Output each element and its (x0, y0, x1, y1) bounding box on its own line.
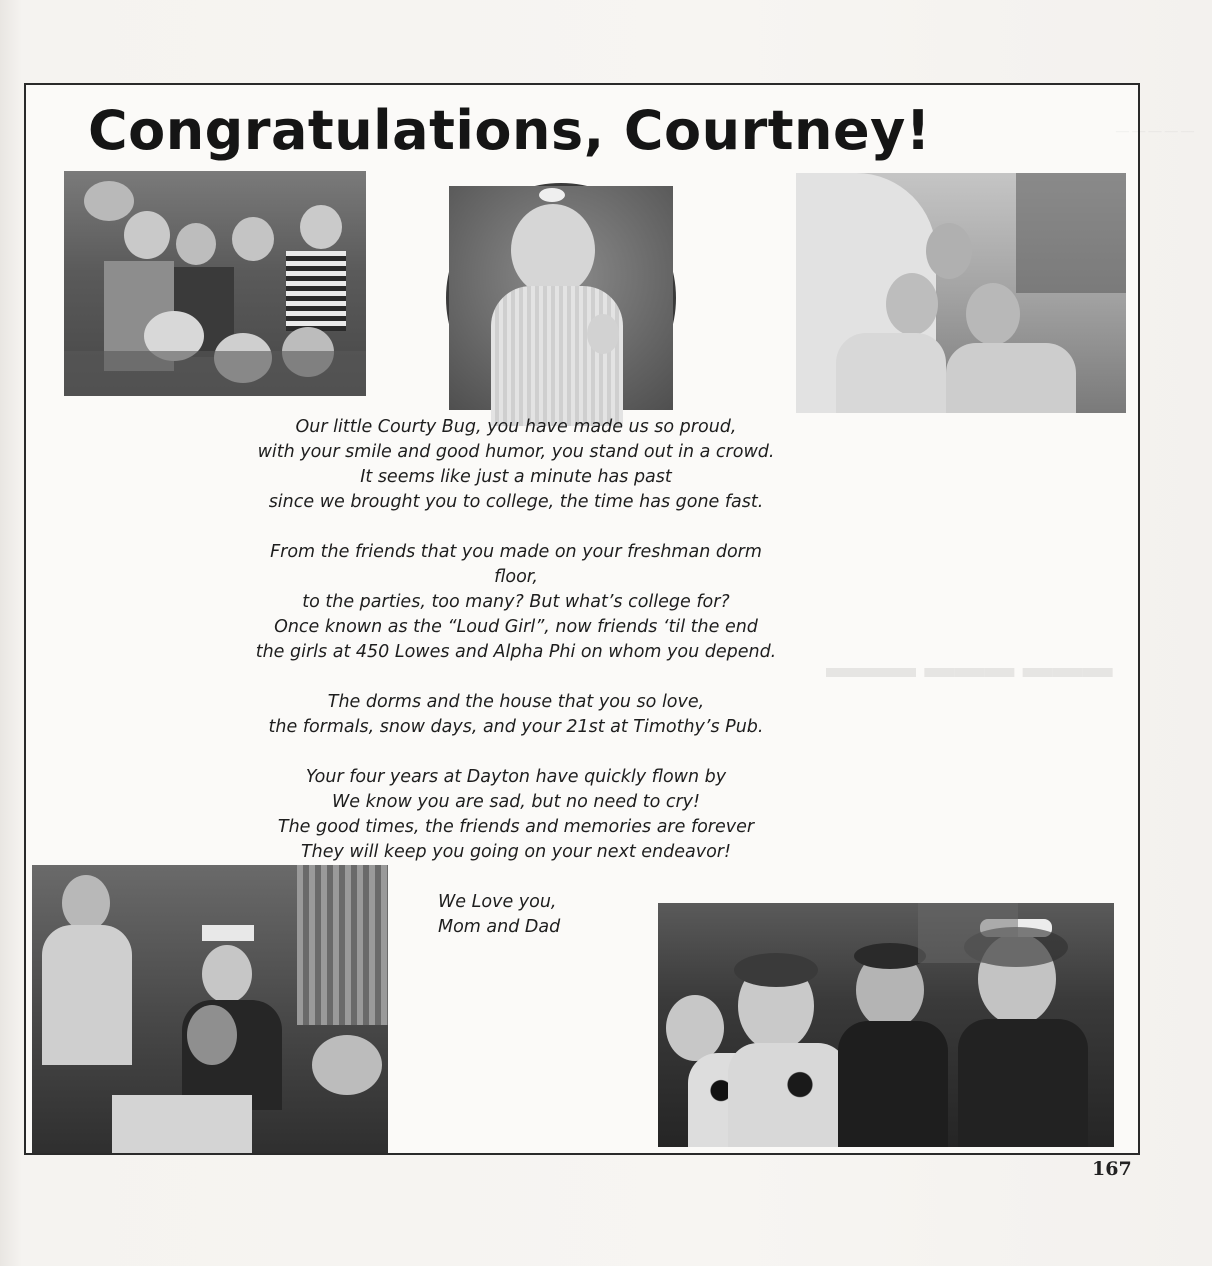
poem-line: floor, (494, 567, 538, 587)
signoff-line: We Love you, (438, 892, 557, 912)
bleed-through-heading: ▬▬▬ ▬▬▬ ▬▬▬ (826, 651, 1113, 684)
poem-line: The good times, the friends and memories are forever (277, 817, 755, 837)
poem-line: with your smile and good humor, you stand out in a crowd. (257, 442, 775, 462)
poem-line: Once known as the “Loud Girl”, now friends ‘til the end (274, 617, 758, 637)
signoff-line: Mom and Dad (438, 917, 561, 937)
page-frame (24, 83, 1194, 1155)
poem (176, 415, 856, 890)
poem-stanza (176, 540, 856, 665)
party-celebration-photo (32, 865, 388, 1153)
poem-line: to the parties, too many? But what’s college for? (302, 592, 730, 612)
poem-line: the girls at 450 Lowes and Alpha Phi on whom you depend. (255, 642, 777, 662)
poem-stanza (176, 690, 856, 740)
group-costume-photo (64, 171, 366, 396)
poem-line: Your four years at Dayton have quickly flown by (305, 767, 727, 787)
poem-line: since we brought you to college, the time has gone fast. (268, 492, 764, 512)
poem-line: From the friends that you made on your freshman dorm (270, 542, 762, 562)
friends-party-hats-photo (658, 903, 1114, 1147)
page-number: 167 (1092, 1158, 1132, 1180)
poem-line: Our little Courty Bug, you have made us so proud, (295, 417, 737, 437)
poem-stanza (176, 415, 856, 515)
poem-line: It seems like just a minute has past (360, 467, 672, 487)
poem-stanza (176, 765, 856, 865)
baby-portrait-photo (446, 183, 676, 413)
poem-line: They will keep you going on your next endeavor! (300, 842, 732, 862)
poem-line: The dorms and the house that you so love, (327, 692, 705, 712)
poem-line: the formals, snow days, and your 21st at Timothy’s Pub. (268, 717, 764, 737)
poem-line: We know you are sad, but no need to cry! (331, 792, 701, 812)
signoff (438, 890, 560, 940)
three-friends-balcony-photo (796, 173, 1126, 413)
page-title: Congratulations, Courtney! (88, 99, 931, 162)
bleed-through-text: — — — — — (1116, 123, 1194, 138)
